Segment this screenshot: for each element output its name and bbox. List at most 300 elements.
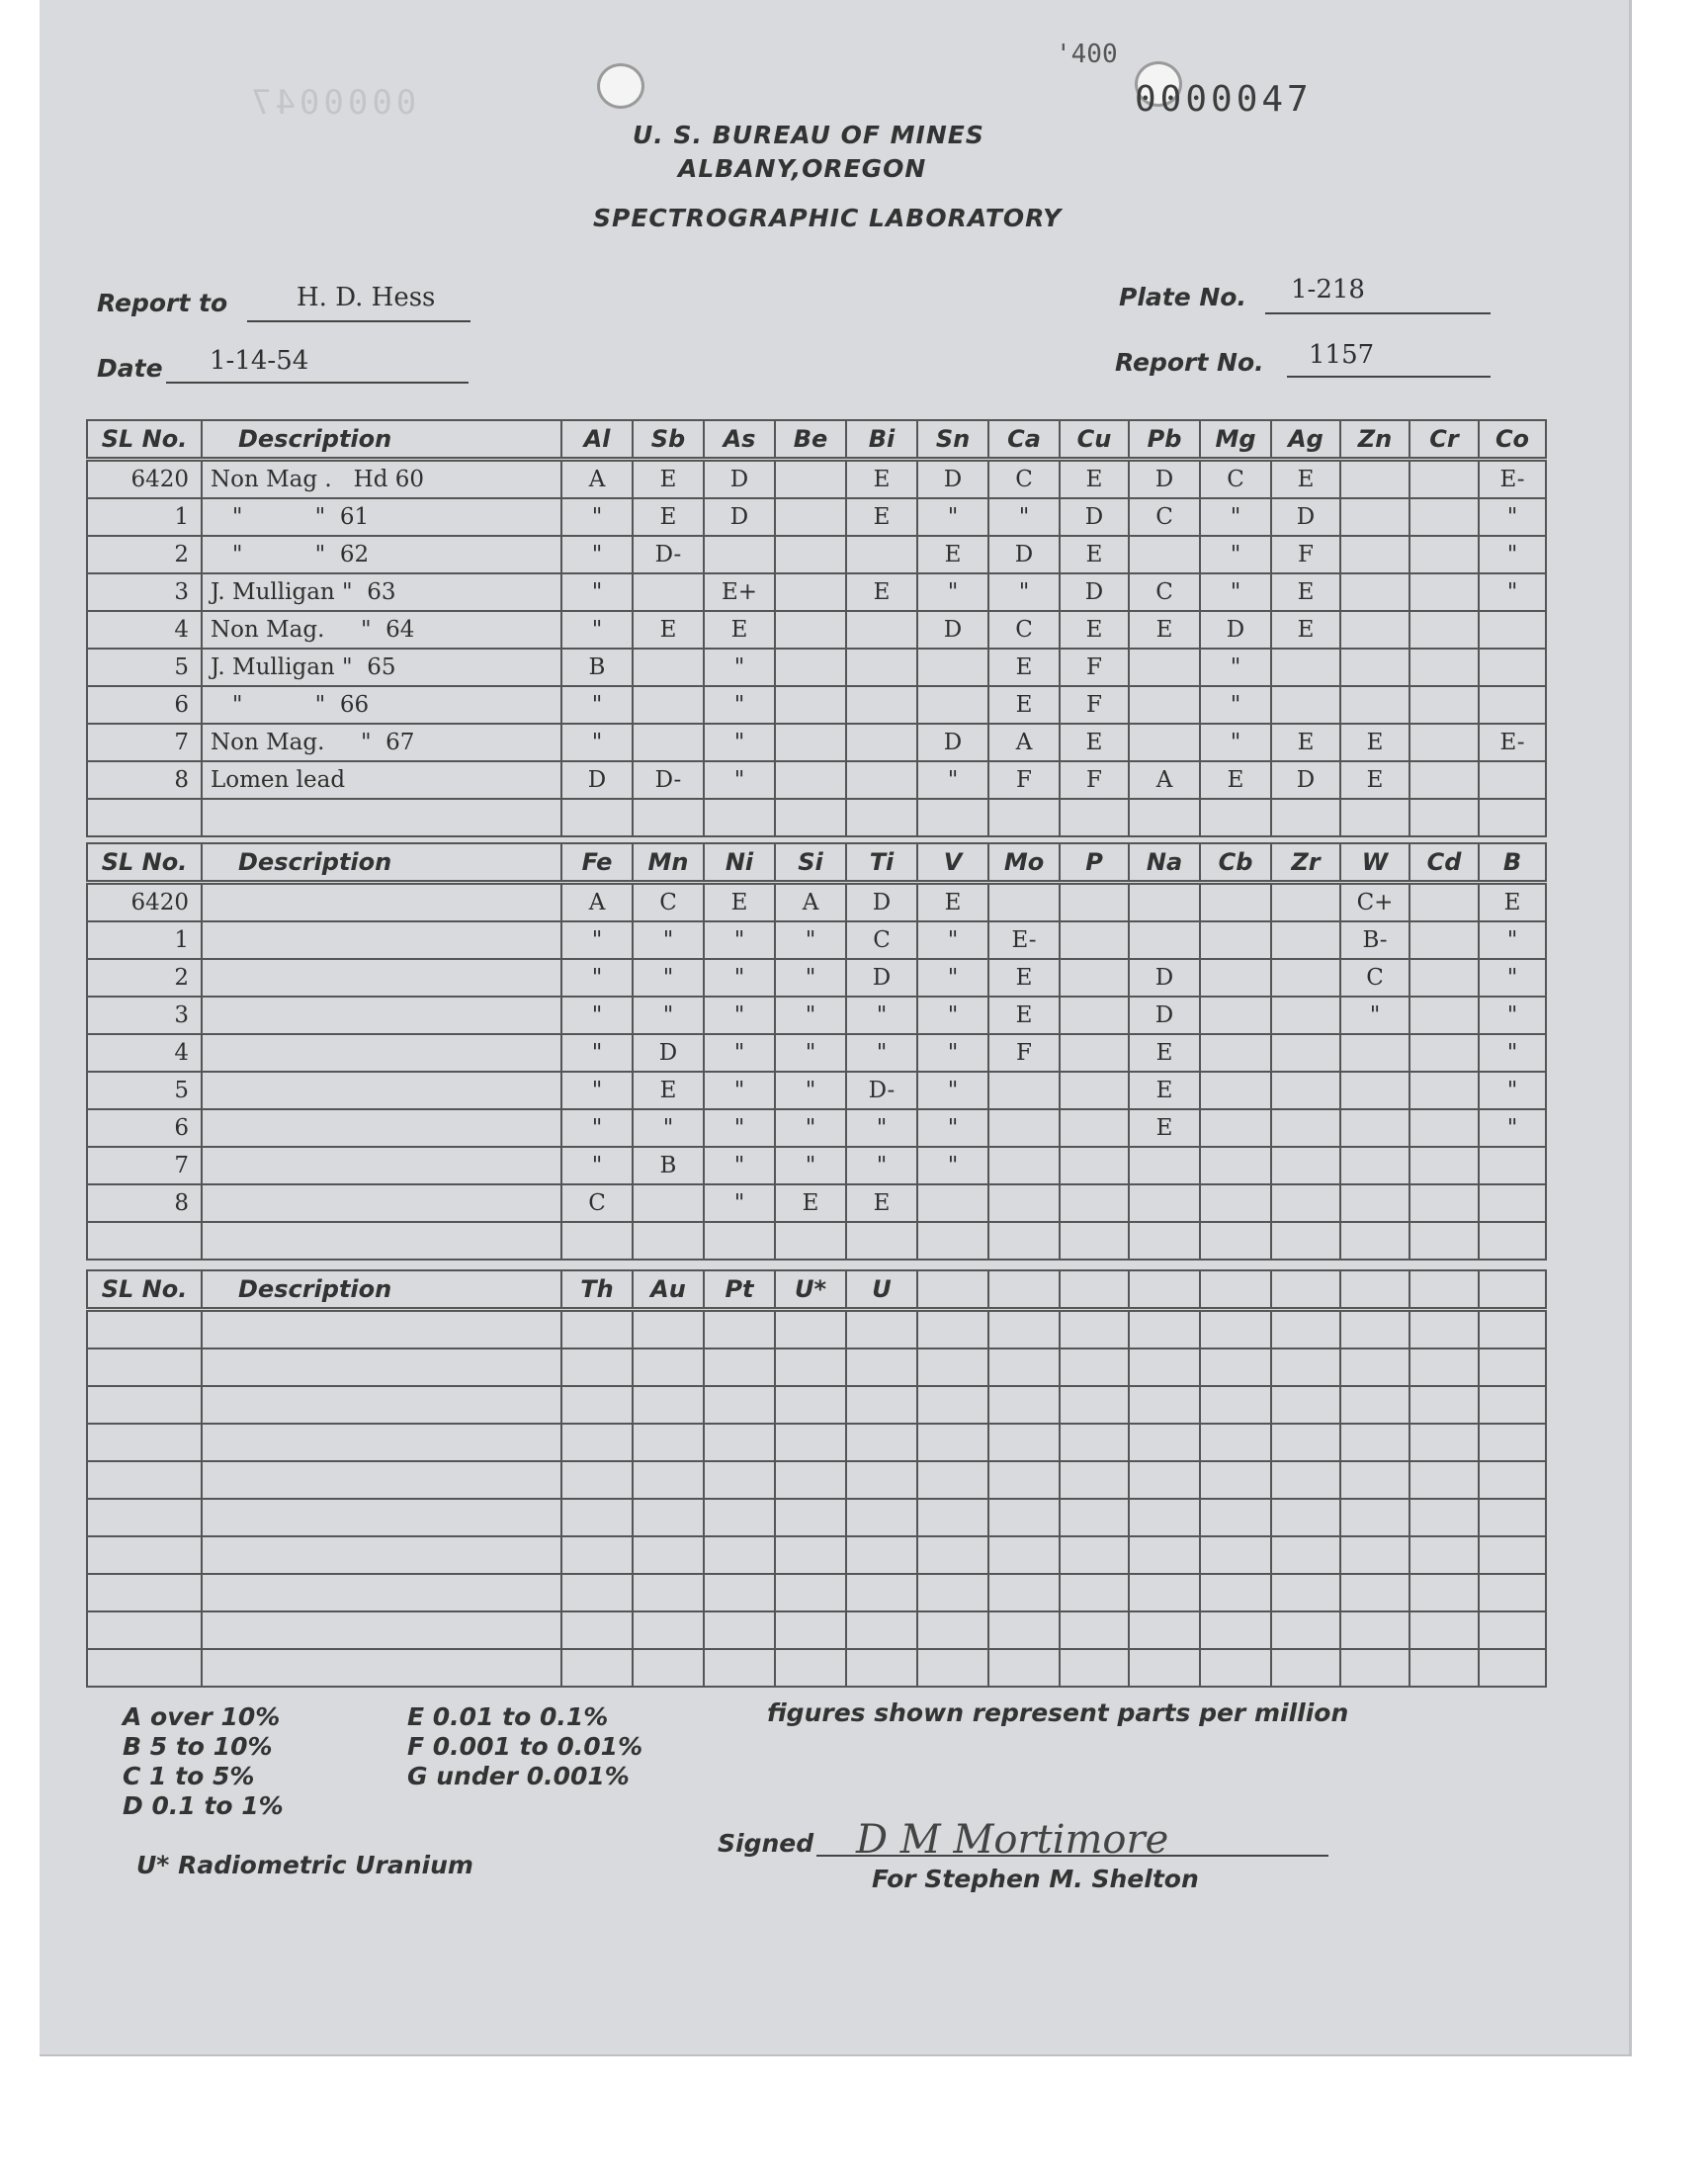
element-cell bbox=[1409, 959, 1479, 997]
column-header bbox=[1060, 1270, 1129, 1310]
element-cell bbox=[1060, 1072, 1129, 1109]
element-cell: " bbox=[633, 959, 704, 997]
empty-cell bbox=[988, 1424, 1060, 1461]
empty-cell bbox=[846, 1611, 917, 1649]
element-cell bbox=[1129, 799, 1200, 836]
element-cell: E bbox=[846, 460, 917, 499]
sl-number-cell: 8 bbox=[87, 1184, 202, 1222]
description-cell: Non Mag. " 64 bbox=[202, 611, 561, 649]
element-cell bbox=[775, 611, 846, 649]
element-cell: D bbox=[917, 611, 988, 649]
empty-cell bbox=[846, 1424, 917, 1461]
element-cell: B bbox=[633, 1147, 704, 1184]
element-cell bbox=[1340, 1109, 1409, 1147]
element-cell bbox=[775, 1222, 846, 1260]
empty-cell bbox=[1340, 1461, 1409, 1499]
empty-cell bbox=[1129, 1461, 1200, 1499]
column-header bbox=[988, 1270, 1060, 1310]
empty-cell bbox=[633, 1424, 704, 1461]
column-header: Zn bbox=[1340, 420, 1409, 460]
element-cell bbox=[1271, 1109, 1340, 1147]
column-header: Zr bbox=[1271, 843, 1340, 883]
plate-no-value: 1-218 bbox=[1291, 275, 1365, 304]
element-cell bbox=[1200, 799, 1271, 836]
element-cell: " bbox=[1479, 1034, 1546, 1072]
empty-cell bbox=[775, 1611, 846, 1649]
empty-cell bbox=[1129, 1649, 1200, 1687]
element-cell: C bbox=[988, 611, 1060, 649]
empty-cell bbox=[846, 1310, 917, 1349]
empty-cell bbox=[1340, 1310, 1409, 1349]
element-cell: C bbox=[1129, 498, 1200, 536]
legend-f: F 0.001 to 0.01% bbox=[407, 1732, 643, 1761]
element-cell bbox=[1409, 997, 1479, 1034]
element-cell: " bbox=[704, 959, 775, 997]
element-cell bbox=[633, 686, 704, 724]
element-cell: D bbox=[1060, 573, 1129, 611]
empty-cell bbox=[202, 1611, 561, 1649]
element-cell: " bbox=[775, 1034, 846, 1072]
element-cell: " bbox=[561, 921, 633, 959]
element-cell: " bbox=[704, 1184, 775, 1222]
report-to-label: Report to bbox=[97, 289, 228, 317]
element-cell: " bbox=[1479, 1109, 1546, 1147]
report-to-value: H. D. Hess bbox=[297, 283, 436, 312]
sl-number-cell: 1 bbox=[87, 921, 202, 959]
element-cell: E bbox=[1060, 536, 1129, 573]
element-cell: E bbox=[1271, 724, 1340, 761]
description-cell: Non Mag. " 67 bbox=[202, 724, 561, 761]
header-location: ALBANY,OREGON bbox=[678, 154, 927, 183]
element-cell: " bbox=[917, 1034, 988, 1072]
column-header: Sn bbox=[917, 420, 988, 460]
element-cell: " bbox=[917, 1072, 988, 1109]
element-cell bbox=[1479, 799, 1546, 836]
element-cell bbox=[633, 799, 704, 836]
empty-cell bbox=[1129, 1574, 1200, 1611]
results-table-2 bbox=[86, 842, 1547, 1261]
sl-number-cell: 2 bbox=[87, 959, 202, 997]
element-cell: " bbox=[1200, 724, 1271, 761]
table-row bbox=[87, 1348, 1546, 1386]
element-cell: A bbox=[1129, 761, 1200, 799]
element-cell bbox=[1340, 460, 1409, 499]
element-cell bbox=[1479, 1147, 1546, 1184]
element-cell: E bbox=[917, 883, 988, 922]
element-cell: " bbox=[561, 498, 633, 536]
element-cell: " bbox=[704, 724, 775, 761]
column-header: SL No. bbox=[87, 420, 202, 460]
element-cell bbox=[1409, 921, 1479, 959]
description-cell bbox=[202, 799, 561, 836]
element-cell: C+ bbox=[1340, 883, 1409, 922]
table-row bbox=[87, 498, 1546, 536]
description-cell: Non Mag . Hd 60 bbox=[202, 460, 561, 499]
element-cell: " bbox=[704, 997, 775, 1034]
element-cell: E bbox=[775, 1184, 846, 1222]
description-cell bbox=[202, 1109, 561, 1147]
element-cell bbox=[1060, 959, 1129, 997]
element-cell bbox=[1340, 1222, 1409, 1260]
sl-number-cell: 8 bbox=[87, 761, 202, 799]
empty-cell bbox=[1479, 1611, 1546, 1649]
table-row bbox=[87, 1649, 1546, 1687]
table-row bbox=[87, 1147, 1546, 1184]
element-cell: E bbox=[846, 1184, 917, 1222]
empty-cell bbox=[1129, 1499, 1200, 1536]
element-cell: " bbox=[704, 1147, 775, 1184]
empty-cell bbox=[1060, 1536, 1129, 1574]
element-cell: " bbox=[561, 724, 633, 761]
element-cell: D bbox=[1129, 460, 1200, 499]
element-cell: " bbox=[633, 1109, 704, 1147]
element-cell: " bbox=[917, 997, 988, 1034]
empty-cell bbox=[1340, 1536, 1409, 1574]
element-cell: " bbox=[561, 686, 633, 724]
empty-cell bbox=[1271, 1611, 1340, 1649]
element-cell bbox=[1340, 1034, 1409, 1072]
empty-cell bbox=[87, 1461, 202, 1499]
element-cell: A bbox=[988, 724, 1060, 761]
table-row bbox=[87, 1461, 1546, 1499]
sl-number-cell: 5 bbox=[87, 649, 202, 686]
element-cell bbox=[917, 649, 988, 686]
empty-cell bbox=[202, 1574, 561, 1611]
element-cell bbox=[1200, 1222, 1271, 1260]
empty-cell bbox=[1340, 1348, 1409, 1386]
element-cell bbox=[704, 799, 775, 836]
empty-cell bbox=[1200, 1424, 1271, 1461]
element-cell bbox=[988, 799, 1060, 836]
element-cell: " bbox=[1479, 498, 1546, 536]
description-cell bbox=[202, 1184, 561, 1222]
empty-cell bbox=[1060, 1310, 1129, 1349]
element-cell: D bbox=[846, 959, 917, 997]
table-row bbox=[87, 1611, 1546, 1649]
table-row bbox=[87, 1109, 1546, 1147]
column-header: Description bbox=[202, 1270, 561, 1310]
table-row bbox=[87, 997, 1546, 1034]
element-cell bbox=[704, 1222, 775, 1260]
table-row bbox=[87, 573, 1546, 611]
element-cell bbox=[846, 649, 917, 686]
empty-cell bbox=[1409, 1649, 1479, 1687]
signature-scrawl: D M Mortimore bbox=[856, 1817, 1169, 1863]
column-header: B bbox=[1479, 843, 1546, 883]
empty-cell bbox=[704, 1310, 775, 1349]
column-header: Mo bbox=[988, 843, 1060, 883]
element-cell: E bbox=[846, 498, 917, 536]
element-cell: " bbox=[846, 1034, 917, 1072]
element-cell: E bbox=[1271, 611, 1340, 649]
element-cell: " bbox=[846, 1147, 917, 1184]
table-row bbox=[87, 761, 1546, 799]
element-cell bbox=[988, 1147, 1060, 1184]
bleed-through-number: 0000047 bbox=[247, 83, 417, 123]
element-cell: " bbox=[561, 611, 633, 649]
element-cell: " bbox=[704, 1072, 775, 1109]
column-header: Cb bbox=[1200, 843, 1271, 883]
empty-cell bbox=[775, 1461, 846, 1499]
ppm-note: figures shown represent parts per million bbox=[767, 1698, 1349, 1727]
element-cell bbox=[1409, 761, 1479, 799]
element-cell: E bbox=[633, 498, 704, 536]
element-cell: C bbox=[846, 921, 917, 959]
column-header: U bbox=[846, 1270, 917, 1310]
element-cell: " bbox=[917, 498, 988, 536]
element-cell: D bbox=[988, 536, 1060, 573]
element-cell bbox=[1271, 997, 1340, 1034]
description-cell: Lomen lead bbox=[202, 761, 561, 799]
empty-cell bbox=[1340, 1611, 1409, 1649]
column-header: Cd bbox=[1409, 843, 1479, 883]
element-cell: E bbox=[1129, 1072, 1200, 1109]
empty-cell bbox=[917, 1424, 988, 1461]
element-cell: E bbox=[1271, 573, 1340, 611]
element-cell bbox=[1479, 611, 1546, 649]
element-cell: " bbox=[704, 921, 775, 959]
element-cell: " bbox=[1479, 959, 1546, 997]
column-header: Description bbox=[202, 420, 561, 460]
sl-number-cell: 6 bbox=[87, 686, 202, 724]
element-cell: D bbox=[1129, 959, 1200, 997]
empty-cell bbox=[775, 1574, 846, 1611]
element-cell bbox=[917, 1222, 988, 1260]
empty-cell bbox=[917, 1386, 988, 1424]
description-cell bbox=[202, 997, 561, 1034]
element-cell: E bbox=[1129, 1034, 1200, 1072]
element-cell bbox=[1409, 1072, 1479, 1109]
empty-cell bbox=[1129, 1424, 1200, 1461]
element-cell bbox=[846, 799, 917, 836]
element-cell: F bbox=[1060, 686, 1129, 724]
element-cell: D bbox=[633, 1034, 704, 1072]
empty-cell bbox=[704, 1386, 775, 1424]
element-cell bbox=[633, 1222, 704, 1260]
element-cell bbox=[988, 1072, 1060, 1109]
empty-cell bbox=[202, 1348, 561, 1386]
empty-cell bbox=[988, 1499, 1060, 1536]
element-cell bbox=[1340, 498, 1409, 536]
header-lab: SPECTROGRAPHIC LABORATORY bbox=[593, 204, 1063, 232]
element-cell: E bbox=[988, 686, 1060, 724]
element-cell: " bbox=[775, 997, 846, 1034]
empty-cell bbox=[775, 1649, 846, 1687]
empty-cell bbox=[775, 1348, 846, 1386]
element-cell: " bbox=[1479, 997, 1546, 1034]
sl-number-cell: 3 bbox=[87, 997, 202, 1034]
element-cell: E bbox=[917, 536, 988, 573]
report-no-value: 1157 bbox=[1309, 340, 1375, 370]
element-cell bbox=[1200, 959, 1271, 997]
element-cell bbox=[1200, 997, 1271, 1034]
element-cell bbox=[1409, 1184, 1479, 1222]
element-cell bbox=[988, 1222, 1060, 1260]
empty-cell bbox=[1060, 1386, 1129, 1424]
empty-cell bbox=[1479, 1348, 1546, 1386]
column-header bbox=[1200, 1270, 1271, 1310]
element-cell: B bbox=[561, 649, 633, 686]
empty-cell bbox=[1060, 1574, 1129, 1611]
element-cell: " bbox=[775, 959, 846, 997]
element-cell: F bbox=[1060, 761, 1129, 799]
column-header: Bi bbox=[846, 420, 917, 460]
column-header bbox=[1340, 1270, 1409, 1310]
element-cell: E bbox=[704, 883, 775, 922]
element-cell bbox=[846, 724, 917, 761]
sl-number-cell: 6420 bbox=[87, 883, 202, 922]
element-cell bbox=[1340, 649, 1409, 686]
element-cell bbox=[1129, 686, 1200, 724]
element-cell: E+ bbox=[704, 573, 775, 611]
empty-cell bbox=[1479, 1461, 1546, 1499]
description-cell: J. Mulligan " 63 bbox=[202, 573, 561, 611]
empty-cell bbox=[1060, 1649, 1129, 1687]
empty-cell bbox=[988, 1574, 1060, 1611]
element-cell bbox=[1129, 724, 1200, 761]
column-header bbox=[917, 1270, 988, 1310]
element-cell: D bbox=[1200, 611, 1271, 649]
element-cell bbox=[1129, 1222, 1200, 1260]
empty-cell bbox=[561, 1348, 633, 1386]
element-cell bbox=[1409, 611, 1479, 649]
empty-cell bbox=[1479, 1424, 1546, 1461]
element-cell: E bbox=[633, 1072, 704, 1109]
element-cell: E bbox=[1340, 724, 1409, 761]
empty-cell bbox=[202, 1386, 561, 1424]
element-cell: D bbox=[917, 724, 988, 761]
element-cell: " bbox=[1200, 686, 1271, 724]
element-cell: F bbox=[988, 1034, 1060, 1072]
empty-cell bbox=[1271, 1310, 1340, 1349]
element-cell bbox=[1271, 883, 1340, 922]
element-cell bbox=[1129, 1147, 1200, 1184]
empty-cell bbox=[87, 1348, 202, 1386]
sl-number-cell: 7 bbox=[87, 724, 202, 761]
empty-cell bbox=[1271, 1574, 1340, 1611]
element-cell: E bbox=[1479, 883, 1546, 922]
table-row bbox=[87, 1386, 1546, 1424]
column-header: Ag bbox=[1271, 420, 1340, 460]
empty-cell bbox=[704, 1536, 775, 1574]
element-cell bbox=[1200, 1109, 1271, 1147]
column-header: W bbox=[1340, 843, 1409, 883]
element-cell bbox=[1060, 1222, 1129, 1260]
empty-cell bbox=[704, 1461, 775, 1499]
element-cell bbox=[775, 649, 846, 686]
table-header-row bbox=[87, 843, 1546, 883]
empty-cell bbox=[846, 1461, 917, 1499]
empty-cell bbox=[1060, 1611, 1129, 1649]
element-cell: C bbox=[1200, 460, 1271, 499]
element-cell: " bbox=[988, 498, 1060, 536]
empty-cell bbox=[1479, 1310, 1546, 1349]
element-cell: F bbox=[988, 761, 1060, 799]
element-cell bbox=[1200, 883, 1271, 922]
column-header: Pb bbox=[1129, 420, 1200, 460]
element-cell bbox=[1479, 686, 1546, 724]
element-cell: " bbox=[1479, 921, 1546, 959]
empty-cell bbox=[1479, 1386, 1546, 1424]
empty-cell bbox=[704, 1348, 775, 1386]
element-cell: " bbox=[775, 1072, 846, 1109]
sl-number-cell: 2 bbox=[87, 536, 202, 573]
document-number: 0000047 bbox=[1135, 79, 1313, 120]
element-cell: " bbox=[917, 761, 988, 799]
legend-g: G under 0.001% bbox=[407, 1762, 630, 1790]
empty-cell bbox=[87, 1310, 202, 1349]
empty-cell bbox=[633, 1348, 704, 1386]
element-cell: " bbox=[1479, 1072, 1546, 1109]
element-cell: " bbox=[988, 573, 1060, 611]
empty-cell bbox=[1409, 1499, 1479, 1536]
element-cell: D bbox=[561, 761, 633, 799]
empty-cell bbox=[1200, 1536, 1271, 1574]
description-cell bbox=[202, 1072, 561, 1109]
empty-cell bbox=[1479, 1499, 1546, 1536]
sl-number-cell bbox=[87, 1222, 202, 1260]
element-cell bbox=[1340, 1072, 1409, 1109]
sl-number-cell: 6420 bbox=[87, 460, 202, 499]
empty-cell bbox=[561, 1536, 633, 1574]
element-cell: C bbox=[1340, 959, 1409, 997]
element-cell: E- bbox=[988, 921, 1060, 959]
empty-cell bbox=[988, 1649, 1060, 1687]
element-cell bbox=[633, 573, 704, 611]
element-cell bbox=[1479, 649, 1546, 686]
empty-cell bbox=[1340, 1386, 1409, 1424]
empty-cell bbox=[633, 1310, 704, 1349]
element-cell: E bbox=[988, 959, 1060, 997]
element-cell: " bbox=[917, 921, 988, 959]
element-cell: E- bbox=[1479, 724, 1546, 761]
element-cell bbox=[775, 460, 846, 499]
table-row bbox=[87, 1424, 1546, 1461]
element-cell bbox=[1060, 1034, 1129, 1072]
element-cell bbox=[1409, 883, 1479, 922]
empty-cell bbox=[846, 1348, 917, 1386]
element-cell bbox=[1200, 1034, 1271, 1072]
element-cell: " bbox=[917, 959, 988, 997]
empty-cell bbox=[1409, 1574, 1479, 1611]
empty-cell bbox=[1271, 1424, 1340, 1461]
empty-cell bbox=[917, 1611, 988, 1649]
empty-cell bbox=[202, 1424, 561, 1461]
element-cell bbox=[1060, 921, 1129, 959]
empty-cell bbox=[1060, 1461, 1129, 1499]
description-cell: J. Mulligan " 65 bbox=[202, 649, 561, 686]
element-cell: " bbox=[1200, 573, 1271, 611]
table-header-row bbox=[87, 420, 1546, 460]
column-header: Fe bbox=[561, 843, 633, 883]
column-header: Cu bbox=[1060, 420, 1129, 460]
element-cell: E bbox=[633, 611, 704, 649]
element-cell: " bbox=[704, 649, 775, 686]
element-cell bbox=[1409, 1109, 1479, 1147]
empty-cell bbox=[1271, 1348, 1340, 1386]
empty-cell bbox=[1200, 1348, 1271, 1386]
empty-cell bbox=[87, 1649, 202, 1687]
description-cell bbox=[202, 883, 561, 922]
element-cell bbox=[1060, 1147, 1129, 1184]
empty-cell bbox=[561, 1574, 633, 1611]
empty-cell bbox=[1340, 1424, 1409, 1461]
element-cell: D bbox=[1060, 498, 1129, 536]
column-header: P bbox=[1060, 843, 1129, 883]
column-header: Au bbox=[633, 1270, 704, 1310]
empty-cell bbox=[1340, 1649, 1409, 1687]
element-cell: E bbox=[846, 573, 917, 611]
